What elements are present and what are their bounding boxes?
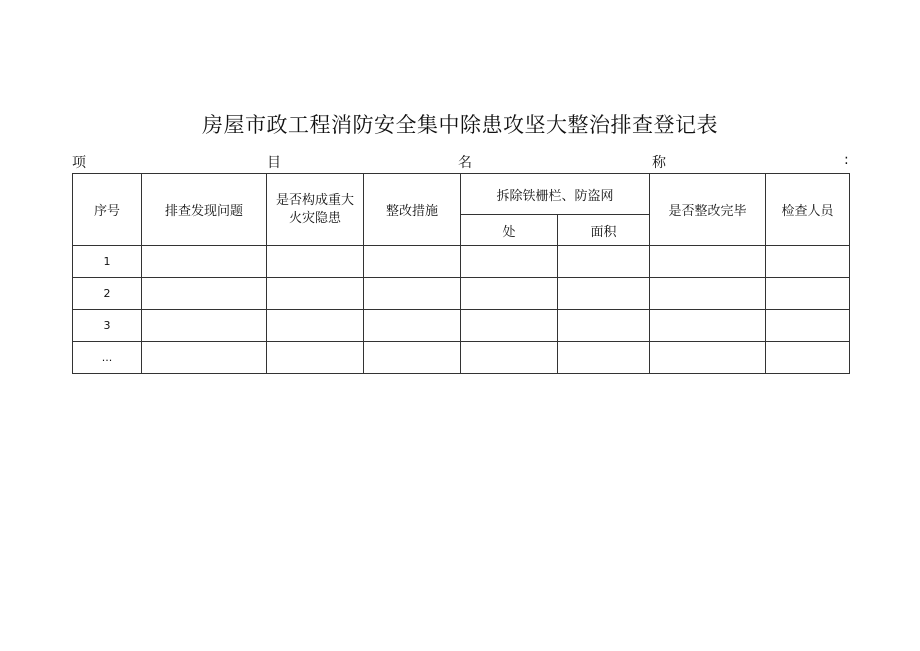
cell-completed[interactable]	[650, 246, 766, 278]
cell-issue[interactable]	[142, 310, 267, 342]
cell-removal-area[interactable]	[558, 342, 650, 374]
project-label-char: 项	[72, 155, 86, 171]
project-name-line	[72, 152, 852, 172]
table-row	[73, 246, 850, 278]
cell-completed[interactable]	[650, 278, 766, 310]
cell-completed[interactable]	[650, 342, 766, 374]
cell-inspector[interactable]	[766, 310, 850, 342]
header-major-hazard: 是否构成重大火灾隐患	[267, 174, 364, 246]
cell-major-hazard[interactable]	[267, 342, 364, 374]
cell-major-hazard[interactable]	[267, 246, 364, 278]
header-seq: 序号	[73, 174, 142, 246]
cell-removal-area[interactable]	[558, 246, 650, 278]
project-label-colon: :	[844, 152, 849, 168]
cell-inspector[interactable]	[766, 278, 850, 310]
page-title: 房屋市政工程消防安全集中除患攻坚大整治排查登记表	[202, 113, 718, 137]
cell-measures[interactable]	[364, 310, 461, 342]
project-label-char: 目	[267, 155, 281, 171]
row-number: ...	[73, 342, 142, 374]
registration-table	[72, 173, 850, 374]
header-measures: 整改措施	[364, 174, 461, 246]
cell-inspector[interactable]	[766, 246, 850, 278]
cell-inspector[interactable]	[766, 342, 850, 374]
cell-removal-area[interactable]	[558, 278, 650, 310]
cell-issue[interactable]	[142, 278, 267, 310]
table-row	[73, 278, 850, 310]
header-removal-area: 面积	[558, 215, 650, 246]
cell-removal-area[interactable]	[558, 310, 650, 342]
row-number: 3	[73, 310, 142, 342]
cell-removal-count[interactable]	[461, 342, 558, 374]
project-label-char: 称	[652, 155, 666, 171]
cell-issue[interactable]	[142, 246, 267, 278]
header-inspector: 检查人员	[766, 174, 850, 246]
header-completed: 是否整改完毕	[650, 174, 766, 246]
cell-removal-count[interactable]	[461, 246, 558, 278]
cell-removal-count[interactable]	[461, 278, 558, 310]
cell-issue[interactable]	[142, 342, 267, 374]
cell-removal-count[interactable]	[461, 310, 558, 342]
cell-measures[interactable]	[364, 246, 461, 278]
cell-major-hazard[interactable]	[267, 310, 364, 342]
cell-measures[interactable]	[364, 342, 461, 374]
cell-measures[interactable]	[364, 278, 461, 310]
header-removal-group: 拆除铁栅栏、防盗网	[461, 174, 650, 215]
project-label-char: 名	[458, 155, 472, 171]
header-issue: 排查发现问题	[142, 174, 267, 246]
cell-major-hazard[interactable]	[267, 278, 364, 310]
header-removal-count: 处	[461, 215, 558, 246]
table-row	[73, 342, 850, 374]
cell-completed[interactable]	[650, 310, 766, 342]
row-number: 1	[73, 246, 142, 278]
table-row	[73, 310, 850, 342]
row-number: 2	[73, 278, 142, 310]
